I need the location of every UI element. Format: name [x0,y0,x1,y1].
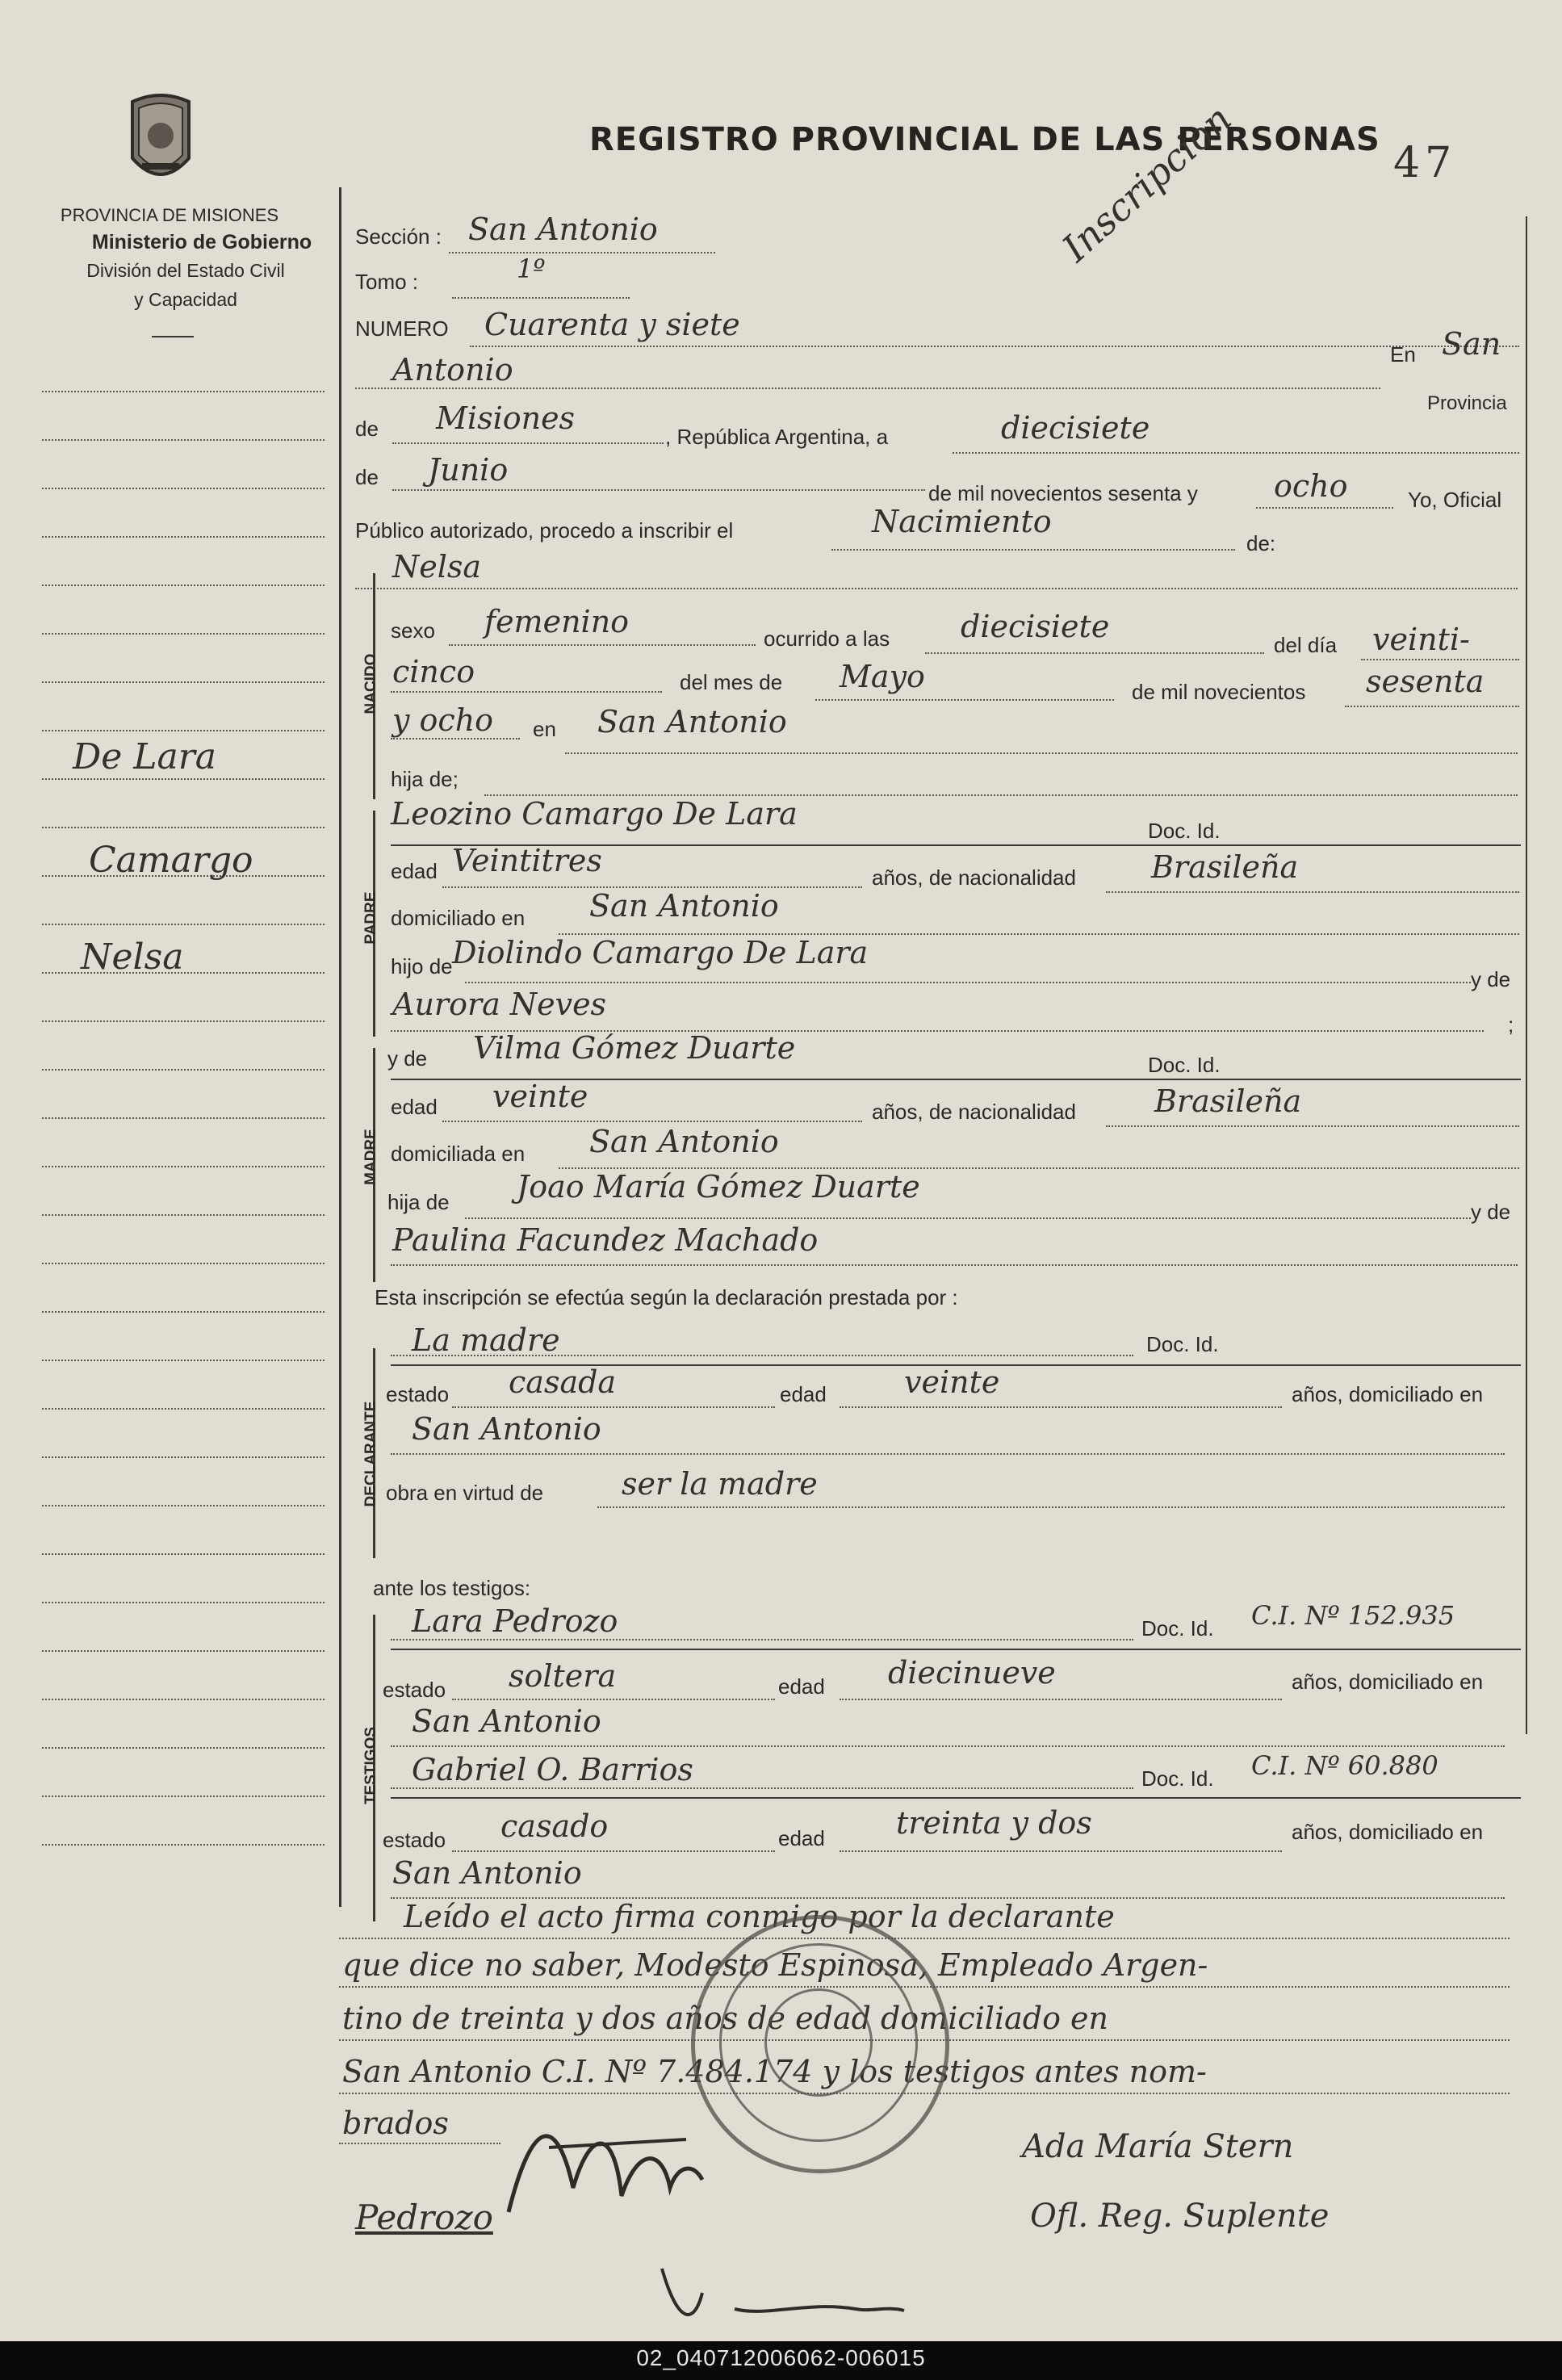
signature-official: Ada María Stern [1022,2128,1294,2165]
margin-ruled-line [42,778,325,780]
testigo2-edad: treinta y dos [896,1805,1092,1841]
padre-domicilio: San Antonio [589,888,779,924]
closing-line-5: brados [342,2106,449,2141]
testigo2-domicilio: San Antonio [392,1855,582,1891]
madre-dom-label: domiciliada en [391,1142,526,1166]
org-line-province: PROVINCIA DE MISIONES [60,205,279,225]
fecha-mes-value: Junio [428,452,509,488]
testigo1-nombre: Lara Pedrozo [412,1603,618,1639]
scan-id: 02_040712006062-006015 [636,2345,926,2370]
madre-yde-label: y de [387,1046,428,1071]
declarante-domicilio: San Antonio [412,1411,601,1447]
testigos-intro: ante los testigos: [373,1576,531,1600]
madre-hija-label: hija de [387,1190,450,1214]
en-lugar-label: en [533,717,556,741]
numero-value: Cuarenta y siete [484,307,740,342]
testigo1-estado-label: estado [383,1678,446,1702]
madre-doc-label: Doc. Id. [1148,1053,1221,1077]
ocurrido-label: ocurrido a las [764,626,890,651]
padre-side-label: PADRE [362,891,379,945]
declarante-estado-label: estado [386,1382,450,1406]
signature-witness: Pedrozo [355,2198,493,2237]
margin-note-surname: De Lara [73,736,217,777]
margin-ruled-line [42,1360,325,1361]
padre-edad-label: edad [391,859,438,883]
mil-label: de mil novecientos sesenta y [928,481,1198,505]
closing-line-4: San Antonio C.I. Nº 7.484.174 y los testigos antes nom- [342,2054,1207,2089]
testigo1-edad: diecinueve [888,1655,1056,1691]
declarante-edad: veinte [904,1364,1000,1400]
declarante-dom-label: años, domiciliado en [1292,1382,1484,1406]
margin-ruled-line [42,1408,325,1410]
madre-domicilio: San Antonio [589,1124,779,1159]
testigo1-estado: soltera [509,1658,617,1694]
de-colon-label: de: [1246,531,1276,555]
margin-ruled-line [42,1263,325,1264]
dia-value: veinti- [1372,622,1470,657]
declarante-estado: casada [509,1364,617,1400]
de-mes-label: de [355,465,379,489]
margin-ruled-line [42,730,325,731]
localidad-value-2: Antonio [392,352,513,388]
anio-value-2: y ocho [392,702,494,738]
page-number: 47 [1393,139,1457,187]
testigo1-dom-label: años, domiciliado en [1292,1670,1484,1694]
testigo2-doc: C.I. Nº 60.880 [1251,1750,1438,1781]
margin-ruled-line [42,439,325,441]
form-left-border [339,187,341,1907]
testigo2-edad-label: edad [778,1826,825,1850]
de-label: de [355,417,379,441]
form-right-border [1526,216,1527,1734]
margin-ruled-line [42,391,325,392]
margin-ruled-line [42,681,325,683]
padre-nac-label: años, de nacionalidad [872,865,1076,890]
provincial-crest-icon [128,87,194,194]
testigo1-doc: C.I. Nº 152.935 [1251,1600,1455,1631]
declarante-side-label: DECLARANTE [362,1401,379,1507]
tomo-value: 1º [517,254,546,284]
seccion-value: San Antonio [468,212,658,247]
testigo2-estado-label: estado [383,1828,446,1852]
madre-side-label: MADRE [362,1129,379,1185]
padre-hijo-label: hijo de [391,954,453,978]
declarante-doc-label: Doc. Id. [1146,1332,1219,1356]
republica-label: , República Argentina, a [665,425,889,449]
mes-label: del mes de [680,670,783,694]
tomo-label: Tomo : [355,270,419,294]
hora-value: diecisiete [961,609,1110,644]
localidad-value: San [1442,326,1501,362]
sexo-label: sexo [391,618,435,643]
margin-ruled-line [42,1117,325,1119]
yo-oficial-label: Yo, Oficial [1408,488,1502,512]
margin-ruled-line [42,1311,325,1313]
padre-semicolon: ; [1508,1012,1514,1037]
closing-line-1: Leído el acto firma conmigo por la declarante [404,1899,1115,1934]
nacido-side-label: NACIDO [362,653,379,714]
fecha-anio-value: ocho [1274,468,1348,504]
testigo1-edad-label: edad [778,1674,825,1699]
margin-ruled-line [42,1747,325,1749]
padre-edad-value: Veintitres [452,843,602,878]
margin-note-surname2: Camargo [89,840,253,881]
madre-nac-label: años, de nacionalidad [872,1100,1076,1124]
numero-label: NUMERO [355,316,449,341]
fecha-dia-value: diecisiete [1001,410,1150,446]
testigo1-doc-label: Doc. Id. [1141,1616,1214,1640]
official-seal-icon [691,1915,949,2173]
margin-ruled-line [42,1069,325,1071]
seccion-label: Sección : [355,224,442,249]
inscripto-nombre: Nelsa [392,549,482,585]
testigo1-domicilio: San Antonio [412,1703,601,1739]
padre-madre-de: Aurora Neves [392,987,607,1022]
declarante-intro: Esta inscripción se efectúa según la declaración prestada por : [375,1285,958,1309]
margin-ruled-line [42,1166,325,1167]
madre-madre-de: Paulina Facundez Machado [392,1222,819,1258]
madre-nombre: Vilma Gómez Duarte [473,1030,796,1066]
lugar-value: San Antonio [597,704,787,740]
mes-value: Mayo [840,659,925,694]
madre-padre-de: Joao María Gómez Duarte [517,1169,920,1205]
margin-ruled-line [42,1505,325,1506]
del-dia-label: del día [1274,633,1338,657]
closing-line-2: que dice no saber, Modesto Espinosa, Empleado Argen- [342,1947,1208,1983]
provincia-label: Provincia [1427,392,1507,414]
padre-dom-label: domiciliado en [391,906,526,930]
madre-edad-value: veinte [492,1079,588,1114]
sexo-value: femenino [484,604,630,639]
declarante-obra: ser la madre [622,1466,818,1502]
margin-ruled-line [42,1456,325,1458]
hija-de-label: hija de; [391,767,459,791]
margin-ruled-line [42,536,325,538]
madre-edad-label: edad [391,1095,438,1119]
mil-nov-label: de mil novecientos [1132,680,1306,704]
margin-ruled-line [42,585,325,586]
closing-line-3: tino de treinta y dos años de edad domiciliado en [342,2001,1109,2036]
margin-ruled-line [42,1553,325,1555]
margin-ruled-line [42,1602,325,1603]
testigo2-doc-label: Doc. Id. [1141,1766,1214,1791]
padre-nacionalidad: Brasileña [1151,849,1299,885]
margin-note-name: Nelsa [81,936,184,978]
org-line-ministry: Ministerio de Gobierno [91,231,312,254]
declarante-nombre: La madre [412,1322,560,1358]
margin-ruled-line [42,1844,325,1846]
margin-ruled-line [42,827,325,828]
madre-yde2-label: y de [1471,1200,1511,1224]
margin-ruled-line [42,1795,325,1797]
testigo2-dom-label: años, domiciliado en [1292,1820,1484,1844]
madre-nacionalidad: Brasileña [1154,1083,1302,1119]
margin-ruled-line [42,1214,325,1216]
org-line-division: División del Estado Civil [86,260,285,281]
padre-padre-de: Diolindo Camargo De Lara [452,935,869,970]
anio-value: sesenta [1366,664,1485,699]
org-divider [152,336,194,337]
en-label: En [1390,342,1416,367]
provincia-value: Misiones [436,400,576,436]
padre-yde-label: y de [1471,967,1511,991]
testigo2-estado: casado [500,1808,609,1844]
page-title: REGISTRO PROVINCIAL DE LAS PERSONAS [589,121,1380,158]
official-title: Ofl. Reg. Suplente [1030,2198,1330,2235]
declarante-edad-label: edad [780,1382,827,1406]
declarante-obra-label: obra en virtud de [386,1481,544,1505]
acto-value: Nacimiento [872,504,1052,539]
margin-ruled-line [42,633,325,635]
stamp-signature: Inscripcion [1053,96,1240,270]
margin-ruled-line [42,488,325,489]
testigo2-nombre: Gabriel O. Barrios [412,1752,693,1787]
margin-ruled-line [42,1650,325,1652]
org-line-capacidad: y Capacidad [134,289,237,310]
testigos-side-label: TESTIGOS [362,1726,379,1805]
dia-value-2: cinco [392,654,475,689]
publico-label: Público autorizado, procedo a inscribir el [355,518,734,543]
padre-doc-label: Doc. Id. [1148,819,1221,843]
margin-ruled-line [42,1020,325,1022]
margin-ruled-line [42,1699,325,1700]
padre-nombre: Leozino Camargo De Lara [391,796,798,832]
margin-ruled-line [42,924,325,925]
signature-bottom-scribble [646,2244,920,2337]
signature-declarant-scribble [500,2099,710,2248]
